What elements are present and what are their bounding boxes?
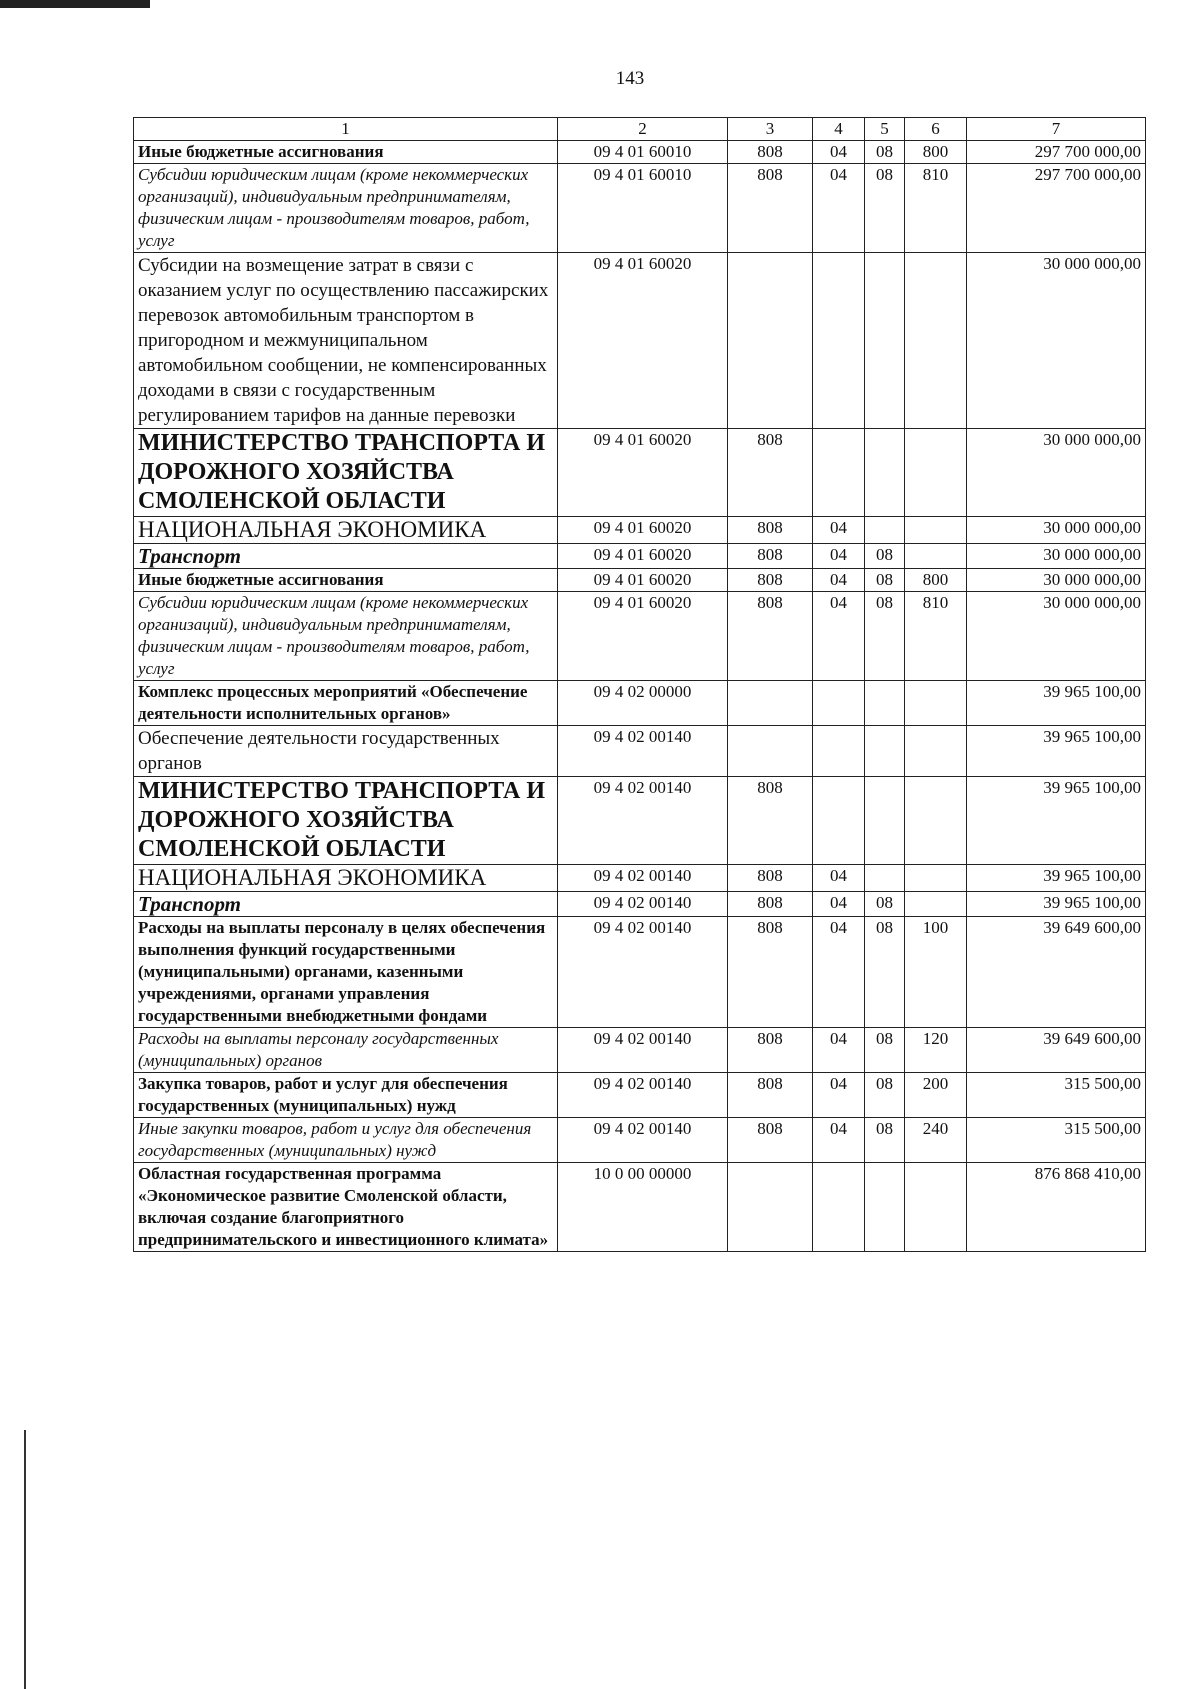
table-row [134,681,1146,726]
row-expense-type: 810 [905,164,967,253]
row-ministry-code: 808 [728,544,813,569]
row-code: 09 4 02 00140 [558,1028,728,1073]
row-subsection-code [865,865,905,892]
scan-border-left [24,1430,26,1689]
row-name: Обеспечение деятельности государственных органов [134,726,558,777]
header-cell: 2 [558,118,728,141]
row-amount: 30 000 000,00 [967,517,1146,544]
row-section-code: 04 [813,544,865,569]
row-section-code [813,429,865,517]
table-row [134,141,1146,164]
row-code: 09 4 02 00000 [558,681,728,726]
row-amount: 876 868 410,00 [967,1163,1146,1252]
row-amount: 39 965 100,00 [967,865,1146,892]
table-row [134,1028,1146,1073]
row-name: Областная государственная программа «Экономическое развитие Смоленской области, включая создание благоприятного предпринимательского и инвестиционного климата» [134,1163,558,1252]
table-row [134,777,1146,865]
row-amount: 30 000 000,00 [967,569,1146,592]
row-amount: 30 000 000,00 [967,544,1146,569]
row-name: МИНИСТЕРСТВО ТРАНСПОРТА И ДОРОЖНОГО ХОЗЯЙСТВА СМОЛЕНСКОЙ ОБЛАСТИ [134,777,558,865]
row-section-code: 04 [813,917,865,1028]
scan-border-top [0,0,150,8]
row-section-code [813,1163,865,1252]
row-subsection-code [865,517,905,544]
row-code: 09 4 02 00140 [558,892,728,917]
table-row [134,865,1146,892]
table-row [134,892,1146,917]
row-ministry-code: 808 [728,1073,813,1118]
row-code: 09 4 02 00140 [558,726,728,777]
row-code: 09 4 01 60020 [558,592,728,681]
row-subsection-code: 08 [865,917,905,1028]
row-expense-type [905,865,967,892]
table-row [134,569,1146,592]
row-subsection-code: 08 [865,592,905,681]
row-code: 09 4 01 60020 [558,544,728,569]
row-subsection-code: 08 [865,569,905,592]
page-number: 143 [615,68,645,89]
row-amount: 39 649 600,00 [967,1028,1146,1073]
row-amount: 297 700 000,00 [967,141,1146,164]
table-header-row [134,118,1146,141]
row-expense-type [905,253,967,429]
row-expense-type [905,681,967,726]
table-row [134,164,1146,253]
row-name: Комплекс процессных мероприятий «Обеспечение деятельности исполнительных органов» [134,681,558,726]
budget-table [133,117,1146,1252]
row-code: 09 4 02 00140 [558,865,728,892]
row-section-code [813,681,865,726]
row-code: 09 4 01 60020 [558,429,728,517]
row-amount: 30 000 000,00 [967,429,1146,517]
row-section-code: 04 [813,517,865,544]
row-expense-type: 200 [905,1073,967,1118]
header-cell: 1 [134,118,558,141]
row-subsection-code: 08 [865,1073,905,1118]
row-section-code: 04 [813,592,865,681]
row-amount: 297 700 000,00 [967,164,1146,253]
row-code: 09 4 02 00140 [558,1073,728,1118]
row-name: Транспорт [134,544,558,569]
row-section-code [813,777,865,865]
row-section-code [813,253,865,429]
row-amount: 39 965 100,00 [967,777,1146,865]
table-row [134,917,1146,1028]
row-ministry-code: 808 [728,517,813,544]
row-section-code: 04 [813,865,865,892]
row-ministry-code [728,726,813,777]
row-subsection-code: 08 [865,164,905,253]
row-code: 10 0 00 00000 [558,1163,728,1252]
row-expense-type: 810 [905,592,967,681]
row-name: Расходы на выплаты персоналу в целях обеспечения выполнения функций государственными (муниципальными) органами, казенными учреждениями, органами управления государственными внебюджетными фондами [134,917,558,1028]
row-expense-type [905,1163,967,1252]
row-ministry-code: 808 [728,1118,813,1163]
row-amount: 39 965 100,00 [967,681,1146,726]
row-expense-type [905,517,967,544]
row-code: 09 4 01 60010 [558,141,728,164]
row-ministry-code: 808 [728,164,813,253]
row-amount: 39 649 600,00 [967,917,1146,1028]
row-ministry-code: 808 [728,569,813,592]
row-ministry-code [728,1163,813,1252]
row-name: НАЦИОНАЛЬНАЯ ЭКОНОМИКА [134,517,558,544]
table-row [134,253,1146,429]
row-amount: 315 500,00 [967,1073,1146,1118]
row-name: Иные бюджетные ассигнования [134,569,558,592]
row-name: Закупка товаров, работ и услуг для обеспечения государственных (муниципальных) нужд [134,1073,558,1118]
row-code: 09 4 02 00140 [558,917,728,1028]
row-expense-type [905,892,967,917]
row-ministry-code: 808 [728,777,813,865]
row-name: НАЦИОНАЛЬНАЯ ЭКОНОМИКА [134,865,558,892]
row-amount: 30 000 000,00 [967,253,1146,429]
row-ministry-code [728,253,813,429]
row-subsection-code [865,681,905,726]
row-expense-type [905,544,967,569]
row-section-code [813,726,865,777]
row-section-code: 04 [813,1073,865,1118]
row-code: 09 4 01 60020 [558,253,728,429]
table-row [134,726,1146,777]
row-expense-type [905,429,967,517]
row-name: Субсидии на возмещение затрат в связи с оказанием услуг по осуществлению пассажирских перевозок автомобильным транспортом в пригородном и межмуниципальном автомобильном сообщении, не компенсированных доходами в связи с государственным регулированием тарифов на данные перевозки [134,253,558,429]
row-subsection-code: 08 [865,1028,905,1073]
row-code: 09 4 02 00140 [558,777,728,865]
header-cell: 7 [967,118,1146,141]
row-expense-type: 240 [905,1118,967,1163]
row-ministry-code: 808 [728,865,813,892]
row-ministry-code: 808 [728,592,813,681]
row-subsection-code [865,726,905,777]
row-subsection-code: 08 [865,892,905,917]
row-ministry-code [728,681,813,726]
row-subsection-code: 08 [865,544,905,569]
row-ministry-code: 808 [728,429,813,517]
row-amount: 30 000 000,00 [967,592,1146,681]
header-cell: 5 [865,118,905,141]
row-ministry-code: 808 [728,892,813,917]
row-name: Субсидии юридическим лицам (кроме некоммерческих организаций), индивидуальным предпринимателям, физическим лицам - производителям товаров, работ, услуг [134,592,558,681]
row-subsection-code [865,1163,905,1252]
table-row [134,1163,1146,1252]
table-row [134,592,1146,681]
row-amount: 39 965 100,00 [967,726,1146,777]
row-name: Расходы на выплаты персоналу государственных (муниципальных) органов [134,1028,558,1073]
table-row [134,544,1146,569]
header-cell: 4 [813,118,865,141]
row-code: 09 4 01 60020 [558,517,728,544]
row-subsection-code [865,253,905,429]
row-name: Иные закупки товаров, работ и услуг для обеспечения государственных (муниципальных) нужд [134,1118,558,1163]
table-row [134,517,1146,544]
header-cell: 3 [728,118,813,141]
row-section-code: 04 [813,141,865,164]
row-subsection-code [865,429,905,517]
row-code: 09 4 01 60020 [558,569,728,592]
row-code: 09 4 01 60010 [558,164,728,253]
header-cell: 6 [905,118,967,141]
row-section-code: 04 [813,569,865,592]
table-row [134,429,1146,517]
row-expense-type [905,777,967,865]
row-ministry-code: 808 [728,917,813,1028]
row-expense-type: 100 [905,917,967,1028]
row-expense-type: 800 [905,141,967,164]
row-code: 09 4 02 00140 [558,1118,728,1163]
row-section-code: 04 [813,1118,865,1163]
row-subsection-code: 08 [865,1118,905,1163]
row-section-code: 04 [813,1028,865,1073]
row-expense-type [905,726,967,777]
row-section-code: 04 [813,892,865,917]
row-amount: 39 965 100,00 [967,892,1146,917]
row-name: Транспорт [134,892,558,917]
row-subsection-code: 08 [865,141,905,164]
table-row [134,1118,1146,1163]
row-name: МИНИСТЕРСТВО ТРАНСПОРТА И ДОРОЖНОГО ХОЗЯЙСТВА СМОЛЕНСКОЙ ОБЛАСТИ [134,429,558,517]
table-row [134,1073,1146,1118]
row-ministry-code: 808 [728,141,813,164]
row-expense-type: 800 [905,569,967,592]
row-amount: 315 500,00 [967,1118,1146,1163]
row-ministry-code: 808 [728,1028,813,1073]
row-name: Иные бюджетные ассигнования [134,141,558,164]
row-subsection-code [865,777,905,865]
row-name: Субсидии юридическим лицам (кроме некоммерческих организаций), индивидуальным предпринимателям, физическим лицам - производителям товаров, работ, услуг [134,164,558,253]
row-section-code: 04 [813,164,865,253]
row-expense-type: 120 [905,1028,967,1073]
